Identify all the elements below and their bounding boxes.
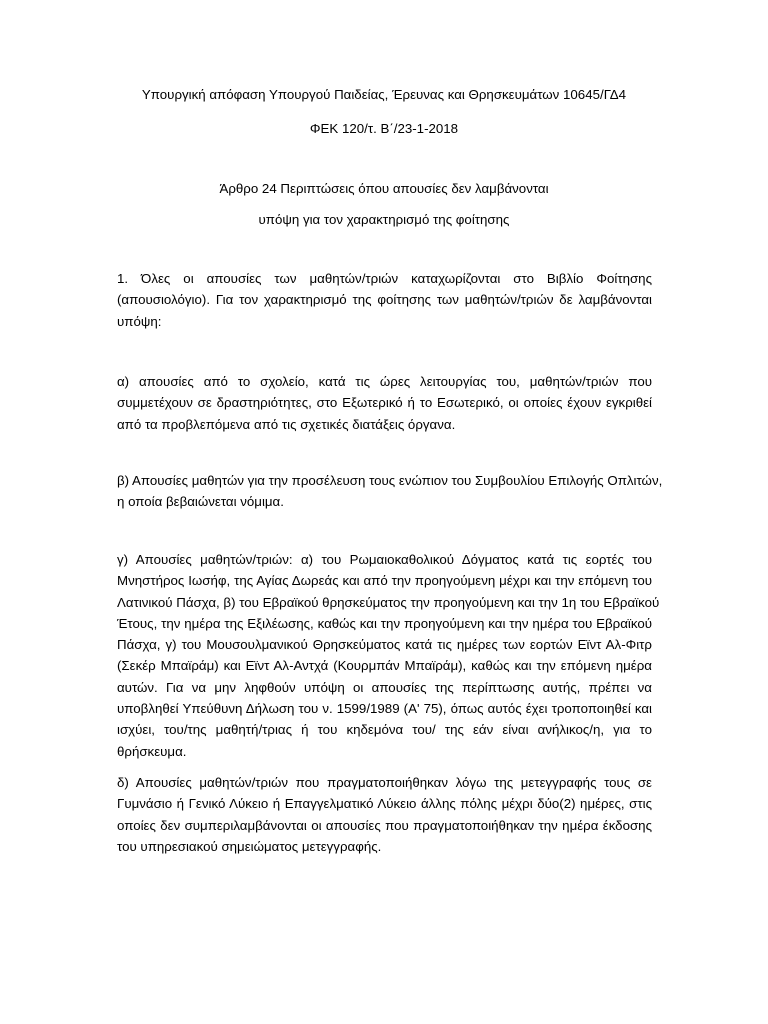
paragraph-line: γ) Απουσίες μαθητών/τριών: α) του Ρωμαιοκαθολικού Δόγματος κατά τις εορτές του	[117, 552, 652, 567]
paragraph-d	[117, 772, 652, 857]
paragraph-line: από τα προβλεπόμενα από τις σχετικές διατάξεις όργανα.	[117, 416, 456, 432]
paragraph-line: Γυμνάσιο ή Γενικό Λύκειο ή Επαγγελματικό Λύκειο άλλης πόλης μέχρι δύο(2) ημέρες, στις	[117, 796, 652, 812]
paragraph-line: του υπηρεσιακού σημειώματος μετεγγραφής.	[117, 838, 382, 854]
paragraph-line: Λατινικού Πάσχα, β) του Εβραϊκού θρησκεύματος την προηγούμενη και την 1η του Εβραϊκού	[117, 594, 660, 610]
paragraph-c	[117, 549, 660, 762]
paragraph-line: (απουσιολόγιο). Για τον χαρακτηρισμό της φοίτησης των μαθητών/τριών δε λαμβάνονται	[117, 292, 652, 308]
paragraph-line: α) απουσίες από το σχολείο, κατά τις ώρες λειτουργίας του, μαθητών/τριών που	[117, 374, 652, 389]
paragraph-a	[117, 371, 652, 435]
paragraph-b	[117, 470, 663, 513]
paragraph-line: Έτους, την ημέρα της Εξιλέωσης, καθώς και την προηγούμενη και την ημέρα του Εβραϊκού	[117, 615, 652, 631]
gazette-reference: ΦΕΚ 120/τ. Β΄/23-1-2018	[309, 121, 459, 136]
article-heading-line1: Άρθρο 24 Περιπτώσεις όπου απουσίες δεν λαμβάνονται	[219, 181, 549, 196]
paragraph-line: (Σεκέρ Μπαϊράμ) και Εϊντ Αλ-Αντχά (Κουρμπάν Μπαϊράμ), καθώς και την επόμενη ημέρα	[117, 658, 652, 674]
paragraph-line: οποίες δεν συμπεριλαμβάνονται οι απουσίες που πραγματοποιήθηκαν την ημέρα έκδοσης	[117, 817, 652, 833]
paragraph-line: Πάσχα, γ) του Μουσουλμανικού Θρησκεύματος κατά τις ημέρες των εορτών Εϊντ Αλ-Φιτρ	[117, 637, 652, 653]
decision-title: Υπουργική απόφαση Υπουργού Παιδείας, Έρευνας και Θρησκευμάτων 10645/ΓΔ4	[141, 87, 627, 102]
paragraph-line: 1. Όλες οι απουσίες των μαθητών/τριών καταχωρίζονται στο Βιβλίο Φοίτησης	[117, 271, 652, 286]
paragraph-1	[117, 268, 652, 332]
paragraph-line: υποβληθεί Υπεύθυνη Δήλωση του ν. 1599/1989 (Α' 75), όπως αυτός έχει τροποποιηθεί και	[117, 701, 652, 717]
paragraph-line: ισχύει, του/της μαθητή/τριας ή του κηδεμόνα του/ της εάν είναι ανήλικος/η, για το	[117, 722, 652, 738]
paragraph-line: Μνηστήρος Ιωσήφ, της Αγίας Δωρεάς και από την προηγούμενη μέχρι και την επόμενη του	[117, 573, 652, 589]
paragraph-line: αυτών. Για να μην ληφθούν υπόψη οι απουσίες της περίπτωσης αυτής, πρέπει να	[117, 679, 652, 695]
paragraph-line: δ) Απουσίες μαθητών/τριών που πραγματοποιήθηκαν λόγω της μετεγγραφής τους σε	[117, 775, 652, 790]
paragraph-line: β) Απουσίες μαθητών για την προσέλευση τους ενώπιον του Συμβουλίου Επιλογής Οπλιτών,	[117, 473, 663, 488]
paragraph-line: υπόψη:	[117, 313, 162, 329]
paragraph-line: συμμετέχουν σε δραστηριότητες, στο Εξωτερικό ή το Εσωτερικό, οι οποίες έχουν εγκριθεί	[117, 395, 652, 411]
paragraph-line: θρήσκευμα.	[117, 743, 187, 759]
article-heading-line2: υπόψη για τον χαρακτηρισμό της φοίτησης	[258, 212, 510, 227]
paragraph-line: η οποία βεβαιώνεται νόμιμα.	[117, 494, 284, 510]
